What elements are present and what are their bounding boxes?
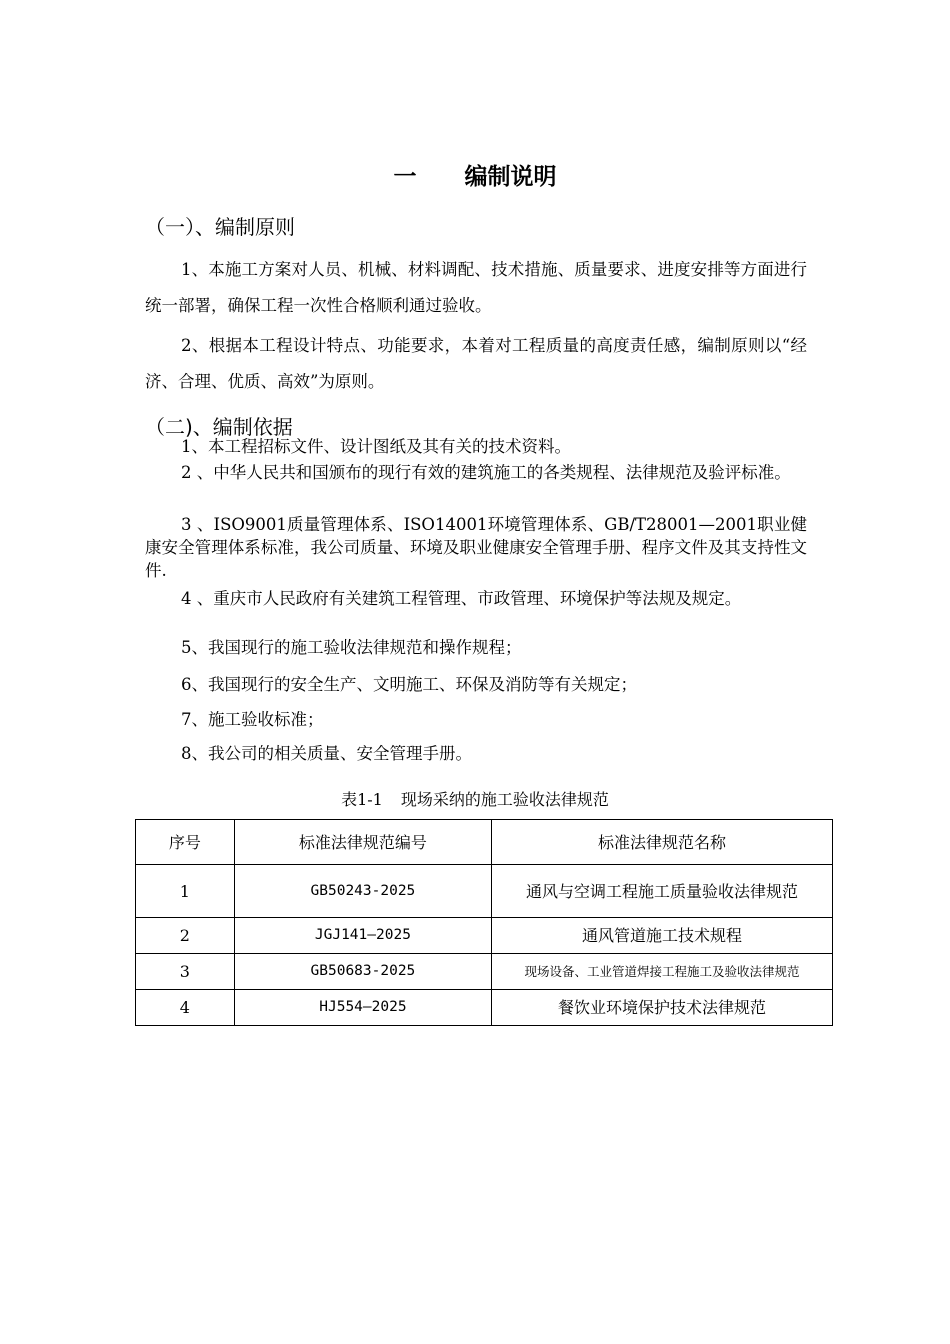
cell-code: GB50683-2025 [234, 954, 491, 990]
cell-no: 4 [136, 990, 235, 1026]
principle-paragraph-1: 1、本施工方案对人员、机械、材料调配、技术措施、质量要求、进度安排等方面进行统一部署，确保工程一次性合格顺利通过验收。 [145, 260, 807, 315]
cell-code: JGJ141—2025 [234, 918, 491, 954]
table-row [136, 954, 833, 990]
table-row [136, 918, 833, 954]
basis-item-2: 2 、中华人民共和国颁布的现行有效的建筑施工的各类规程、法律规范及验评标准。 [181, 463, 791, 482]
principle-paragraph-2: 2、根据本工程设计特点、功能要求，本着对工程质量的高度责任感，编制原则以“经济、合理、优质、高效”为原则。 [145, 336, 807, 391]
header-no: 序号 [136, 820, 235, 865]
section-heading-principles: （一）、编制原则 [145, 215, 295, 239]
cell-no: 2 [136, 918, 235, 954]
basis-item-5: 5、我国现行的施工验收法律规范和操作规程； [181, 638, 522, 657]
header-code: 标准法律规范编号 [234, 820, 491, 865]
basis-item-7: 7、施工验收标准； [181, 710, 324, 729]
table-caption-label: 表1-1 [341, 790, 383, 809]
chapter-number: 一 [393, 164, 417, 190]
basis-item-4: 4 、重庆市人民政府有关建筑工程管理、市政管理、环境保护等法规及规定。 [181, 589, 742, 608]
chapter-title [0, 158, 950, 191]
basis-item-6: 6、我国现行的安全生产、文明施工、环保及消防等有关规定； [181, 675, 637, 694]
cell-no: 1 [136, 865, 235, 918]
cell-name: 餐饮业环境保护技术法律规范 [492, 990, 833, 1026]
section-heading-basis: （二)、编制依据 [145, 415, 293, 439]
header-name: 标准法律规范名称 [492, 820, 833, 865]
basis-item-3: 3 、ISO9001质量管理体系、ISO14001环境管理体系、GB/T28001—2001职业健康安全管理体系标准，我公司质量、环境及职业健康安全管理手册、程序文件及其支持性文件. [145, 515, 807, 580]
table-caption-title: 现场采纳的施工验收法律规范 [400, 790, 609, 809]
cell-code: HJ554—2025 [234, 990, 491, 1026]
table-row [136, 990, 833, 1026]
cell-name: 通风管道施工技术规程 [492, 918, 833, 954]
cell-name: 现场设备、工业管道焊接工程施工及验收法律规范 [492, 954, 833, 990]
table-caption [0, 787, 950, 810]
cell-no: 3 [136, 954, 235, 990]
table-header-row [136, 820, 833, 865]
norms-table [135, 819, 833, 1026]
table-row [136, 865, 833, 918]
cell-code: GB50243-2025 [234, 865, 491, 918]
chapter-title-text: 编制说明 [464, 164, 557, 190]
basis-item-8: 8、我公司的相关质量、安全管理手册。 [181, 744, 472, 763]
basis-item-1: 1、本工程招标文件、设计图纸及其有关的技术资料。 [181, 437, 571, 456]
cell-name: 通风与空调工程施工质量验收法律规范 [492, 865, 833, 918]
